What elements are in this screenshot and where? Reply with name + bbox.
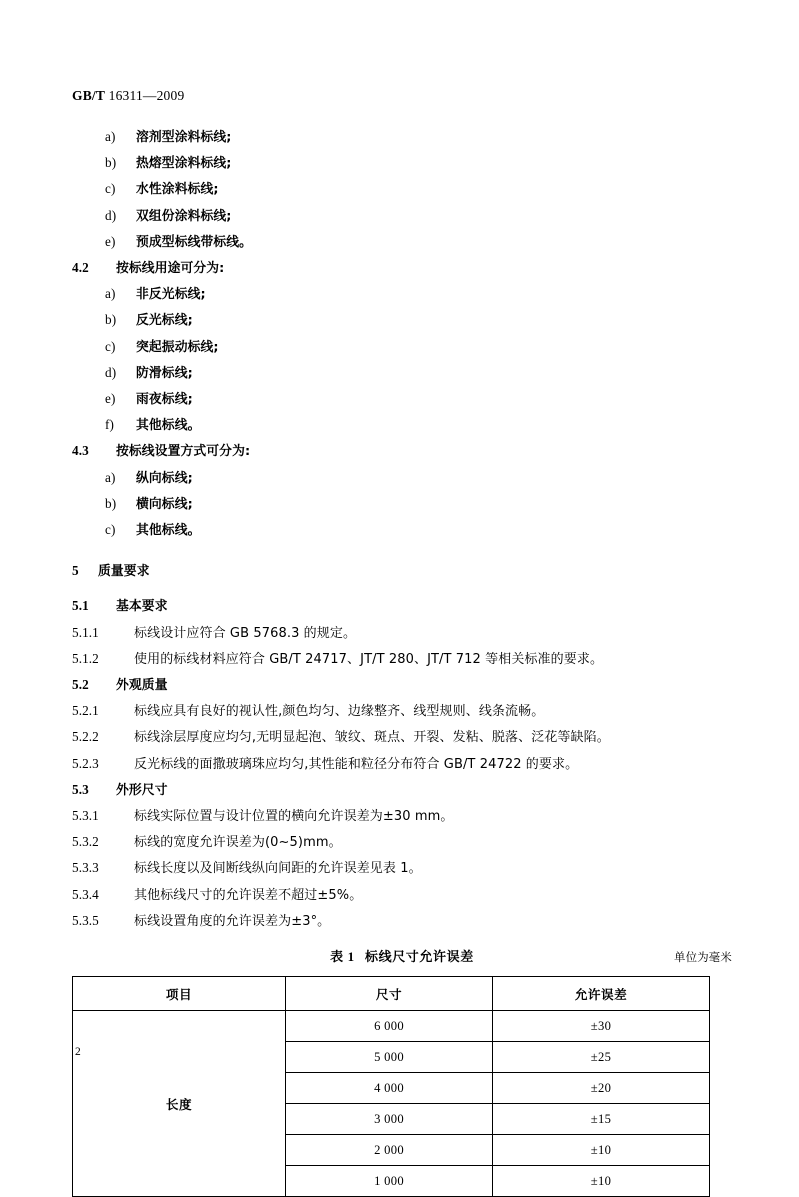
- clause-number: 4.2: [72, 260, 89, 276]
- clause-number: 5.3.1: [72, 808, 99, 824]
- list-marker: c): [105, 522, 116, 538]
- clause-number: 5.2.3: [72, 755, 99, 771]
- list-4-2: [72, 281, 732, 438]
- cell-size: 3 000: [286, 1104, 493, 1135]
- table-caption: [72, 946, 732, 965]
- list-item: [72, 203, 732, 229]
- clause-5-2-2: [72, 724, 732, 750]
- clause-text: 标线应具有良好的视认性,颜色均匀、边缘整齐、线型规则、线条流畅。: [134, 704, 545, 720]
- list-marker: e): [105, 391, 116, 407]
- spacer: [72, 584, 732, 593]
- list-item-label: 预成型标线带标线。: [136, 234, 253, 250]
- heading-number: 5.1: [72, 598, 89, 614]
- clause-text: 标线的宽度允许误差为(0~5)mm。: [134, 835, 342, 851]
- heading-number: 5.2: [72, 677, 89, 693]
- list-item-label: 突起振动标线;: [136, 339, 219, 355]
- list-item: [72, 150, 732, 176]
- cell-size: 6 000: [286, 1011, 493, 1042]
- list-item-label: 溶剂型涂料标线;: [136, 130, 232, 145]
- table-header-row: [73, 977, 710, 1011]
- cell-size: 1 000: [286, 1166, 493, 1197]
- list-marker: f): [105, 417, 114, 433]
- list-item: [72, 360, 732, 386]
- clause-number: 5.3.3: [72, 860, 99, 876]
- list-item: [72, 386, 732, 412]
- list-item: [72, 491, 732, 517]
- clause-5-3-1: [72, 803, 732, 829]
- list-marker: b): [105, 312, 117, 328]
- list-item: [72, 229, 732, 255]
- clause-5-1-1: [72, 620, 732, 646]
- clause-text: 使用的标线材料应符合 GB/T 24717、JT/T 280、JT/T 712 等相关标准的要求。: [134, 651, 604, 667]
- clause-5-2-1: [72, 698, 732, 724]
- list-marker: c): [105, 338, 116, 354]
- standard-number: 16311—2009: [108, 88, 185, 103]
- clause-4-3: [72, 438, 732, 464]
- clause-text: 标线涂层厚度应均匀,无明显起泡、皱纹、斑点、开裂、发粘、脱落、泛花等缺陷。: [134, 730, 610, 746]
- clause-text: 标线设置角度的允许误差为±3°。: [134, 913, 331, 929]
- heading-5-3: [72, 777, 732, 803]
- list-item-label: 纵向标线;: [136, 470, 193, 486]
- list-marker: d): [105, 207, 117, 223]
- clause-number: 5.3.2: [72, 834, 99, 850]
- list-marker: b): [105, 155, 117, 171]
- cell-tolerance: ±10: [493, 1166, 710, 1197]
- list-marker: a): [105, 129, 116, 144]
- list-marker: d): [105, 364, 117, 380]
- heading-text: 基本要求: [116, 599, 168, 615]
- clause-text: 标线设计应符合 GB 5768.3 的规定。: [134, 625, 357, 641]
- body-text-column: [72, 124, 732, 1197]
- standard-prefix: GB/T: [72, 88, 106, 103]
- clause-4-2: [72, 255, 732, 281]
- clause-number: 5.2.1: [72, 703, 99, 719]
- clause-5-3-2: [72, 829, 732, 855]
- list-4-1: [72, 124, 732, 255]
- list-marker: a): [105, 469, 116, 485]
- tolerance-table: [72, 976, 710, 1197]
- clause-number: 5.3.4: [72, 886, 99, 902]
- clause-number: 4.3: [72, 443, 89, 459]
- cell-tolerance: ±10: [493, 1135, 710, 1166]
- cell-size: 2 000: [286, 1135, 493, 1166]
- list-item: [72, 412, 732, 438]
- clause-5-1-2: [72, 646, 732, 672]
- list-item: [72, 334, 732, 360]
- heading-5: [72, 558, 732, 584]
- table-caption-row: [72, 946, 732, 972]
- clause-number: 5.1.2: [72, 650, 99, 666]
- clause-text: 其他标线尺寸的允许误差不超过±5%。: [134, 887, 363, 903]
- list-item-label: 双组份涂料标线;: [136, 208, 232, 224]
- cell-size: 4 000: [286, 1073, 493, 1104]
- heading-number: 5.3: [72, 781, 89, 797]
- clause-text: 标线实际位置与设计位置的横向允许误差为±30 mm。: [134, 809, 454, 825]
- clause-5-2-3: [72, 751, 732, 777]
- clause-5-3-4: [72, 882, 732, 908]
- list-4-3: [72, 465, 732, 544]
- heading-5-1: [72, 593, 732, 619]
- cell-size: 5 000: [286, 1042, 493, 1073]
- list-item-label: 横向标线;: [136, 496, 193, 512]
- column-header-item: 项目: [73, 977, 286, 1011]
- list-item-label: 雨夜标线;: [136, 392, 193, 408]
- list-item: [72, 124, 732, 150]
- heading-5-2: [72, 672, 732, 698]
- heading-text: 质量要求: [98, 564, 150, 580]
- list-item-label: 非反光标线;: [136, 287, 206, 303]
- clause-number: 5.3.5: [72, 912, 99, 928]
- column-header-size: 尺寸: [286, 977, 493, 1011]
- cell-tolerance: ±25: [493, 1042, 710, 1073]
- list-item-label: 防滑标线;: [136, 365, 193, 381]
- spacer: [72, 543, 732, 558]
- heading-number: 5: [72, 563, 79, 579]
- table-unit-note: 单位为毫米: [674, 950, 732, 965]
- list-item: [72, 176, 732, 202]
- list-marker: c): [105, 181, 116, 197]
- list-item: [72, 281, 732, 307]
- clause-number: 5.2.2: [72, 729, 99, 745]
- table-row: [73, 1011, 710, 1042]
- list-item-label: 热熔型涂料标线;: [136, 156, 232, 172]
- list-item-label: 其他标线。: [136, 523, 201, 539]
- list-item-label: 反光标线;: [136, 313, 193, 329]
- column-header-tolerance: 允许误差: [493, 977, 710, 1011]
- page-number: 2: [75, 1046, 81, 1058]
- list-marker: a): [105, 286, 116, 302]
- clause-5-3-3: [72, 855, 732, 881]
- list-item: [72, 465, 732, 491]
- clause-5-3-5: [72, 908, 732, 934]
- clause-text: 按标线设置方式可分为:: [116, 444, 251, 460]
- running-header: [72, 88, 184, 104]
- list-item-label: 水性涂料标线;: [136, 182, 219, 198]
- cell-tolerance: ±20: [493, 1073, 710, 1104]
- clause-number: 5.1.1: [72, 624, 99, 640]
- table-caption-title: 标线尺寸允许误差: [365, 950, 474, 966]
- heading-text: 外形尺寸: [116, 782, 168, 798]
- list-marker: e): [105, 233, 116, 249]
- table-caption-label: 表 1: [330, 949, 355, 965]
- clause-text: 按标线用途可分为:: [116, 261, 225, 277]
- cell-tolerance: ±15: [493, 1104, 710, 1135]
- row-group-label: 长度: [73, 1011, 286, 1197]
- cell-tolerance: ±30: [493, 1011, 710, 1042]
- clause-text: 反光标线的面撒玻璃珠应均匀,其性能和粒径分布符合 GB/T 24722 的要求。: [134, 756, 579, 772]
- list-marker: b): [105, 495, 117, 511]
- heading-text: 外观质量: [116, 678, 168, 694]
- list-item: [72, 307, 732, 333]
- clause-text: 标线长度以及间断线纵向间距的允许误差见表 1。: [134, 861, 422, 877]
- list-item-label: 其他标线。: [136, 418, 201, 434]
- list-item: [72, 517, 732, 543]
